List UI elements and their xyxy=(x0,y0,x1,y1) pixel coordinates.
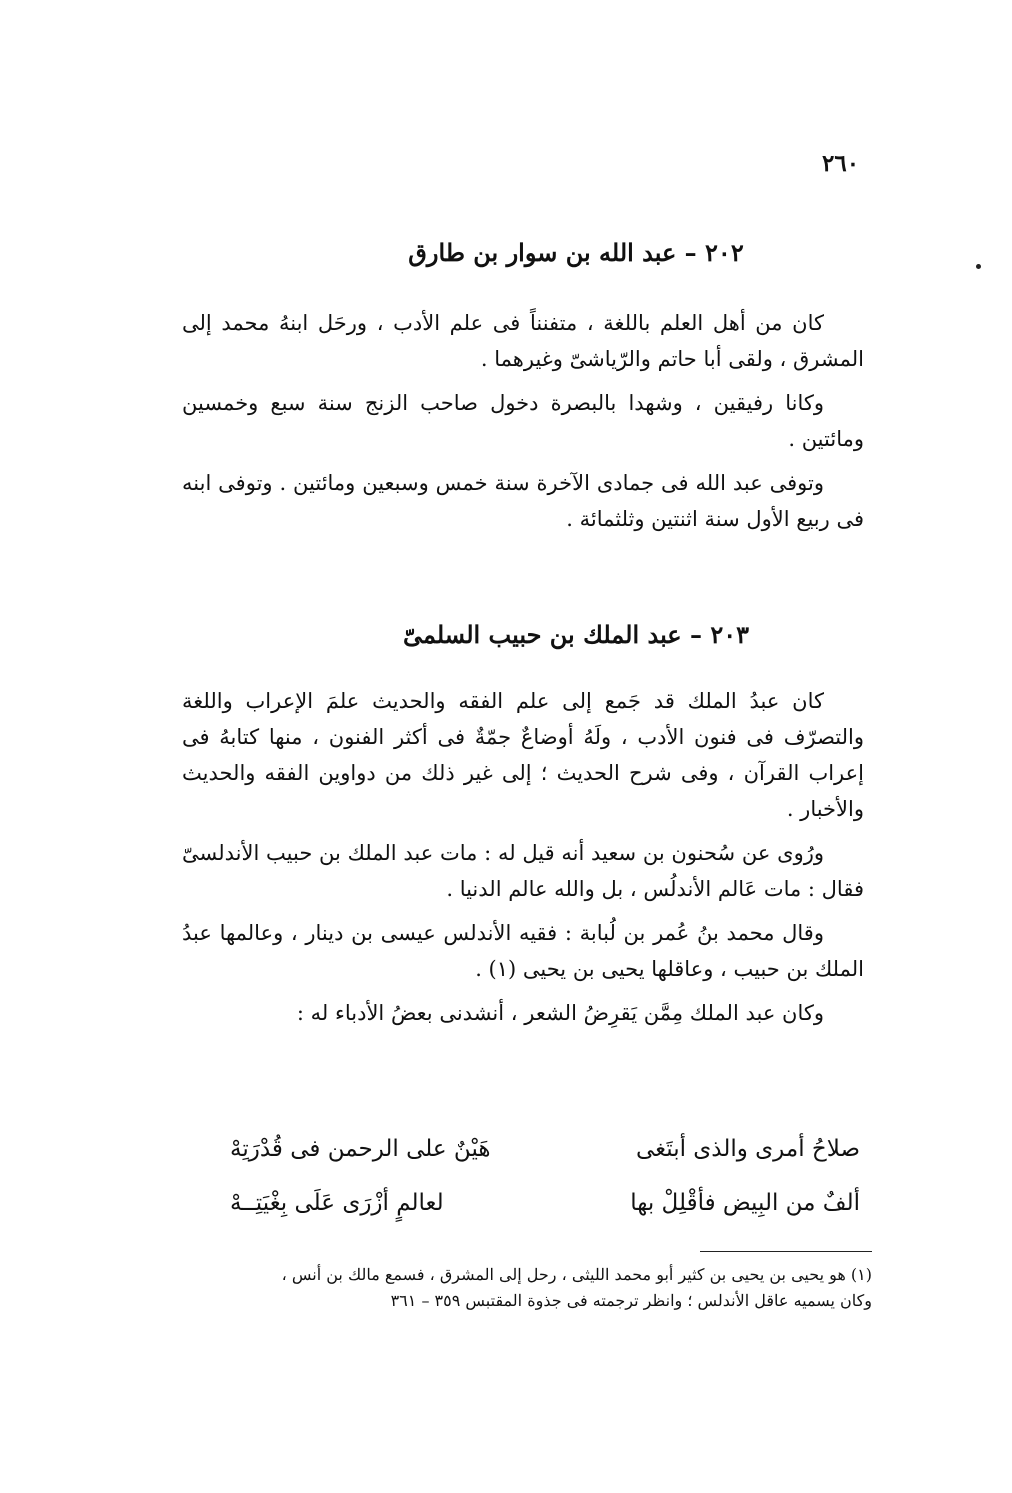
entry-heading-203: ٢٠٣ – عبد الملك بن حبيب السلمىّ xyxy=(402,620,750,649)
hemistich-first: ألفٌ من البِيض فأقْلِلْ بها xyxy=(630,1190,860,1216)
poem-verse xyxy=(230,1190,860,1244)
entry-heading-202: ٢٠٢ – عبد الله بن سوار بن طارق xyxy=(408,238,744,267)
paragraph: وتوفى عبد الله فى جمادى الآخرة سنة خمس وسبعين ومائتين . وتوفى ابنه فى ربيع الأول سنة اثنتين وثلثمائة . xyxy=(182,471,864,531)
footnote-rule xyxy=(700,1251,872,1252)
entry-202-body xyxy=(182,305,864,545)
hemistich-second: لعالمٍ أزْرَى عَلَى بِغْيَتِــهْ xyxy=(230,1190,444,1216)
paragraph: كان عبدُ الملك قد جَمع إلى علم الفقه والحديث علمَ الإعراب واللغة والتصرّف فى فنون الأدب ، ولَهُ أوضاعٌ جمّةٌ فى أكثر الفنون ، منها كتابهُ فى إعراب القرآن ، وفى شرح الحديث ؛ إلى غير ذلك من دواوين الفقه والحديث والأخبار . xyxy=(182,689,864,821)
poem-verse xyxy=(230,1136,860,1190)
paragraph: كان من أهل العلم باللغة ، متفنناً فى علم الأدب ، ورحَل ابنهُ محمد إلى المشرق ، ولقى أبا حاتم والرّياشىّ وغيرهما . xyxy=(182,311,864,371)
poem xyxy=(230,1136,860,1244)
page-number: ٢٦٠ xyxy=(822,150,860,177)
hemistich-second: هَيْنٌ على الرحمن فى قُدْرَتِهْ xyxy=(230,1136,491,1162)
paragraph: ورُوى عن سُحنون بن سعيد أنه قيل له : مات عبد الملك بن حبيب الأندلسىّ فقال : مات عَالم الأندلُس ، بل والله عالم الدنيا . xyxy=(182,841,864,901)
footnote xyxy=(182,1262,872,1314)
paragraph: وكانا رفيقين ، وشهدا بالبصرة دخول صاحب الزنج سنة سبع وخمسين ومائتين . xyxy=(182,391,864,451)
paragraph: وقال محمد بنُ عُمر بن لُبابة : فقيه الأندلس عيسى بن دينار ، وعالمها عبدُ الملك بن حبيب ، وعاقلها يحيى بن يحيى (١) . xyxy=(182,921,864,981)
hemistich-first: صلاحُ أمرى والذى أبتَغى xyxy=(635,1136,860,1162)
entry-203-body xyxy=(182,683,864,1039)
paragraph: وكان عبد الملك مِمَّن يَقرِضُ الشعر ، أنشدنى بعضُ الأدباء له : xyxy=(296,1001,824,1025)
footnote-line: وكان يسميه عاقل الأندلس ؛ وانظر ترجمته فى جذوة المقتبس ٣٥٩ – ٣٦١ xyxy=(390,1291,872,1310)
footnote-line: (١) هو يحيى بن يحيى بن كثير أبو محمد الليثى ، رحل إلى المشرق ، فسمع مالك بن أنس ، xyxy=(281,1265,872,1284)
